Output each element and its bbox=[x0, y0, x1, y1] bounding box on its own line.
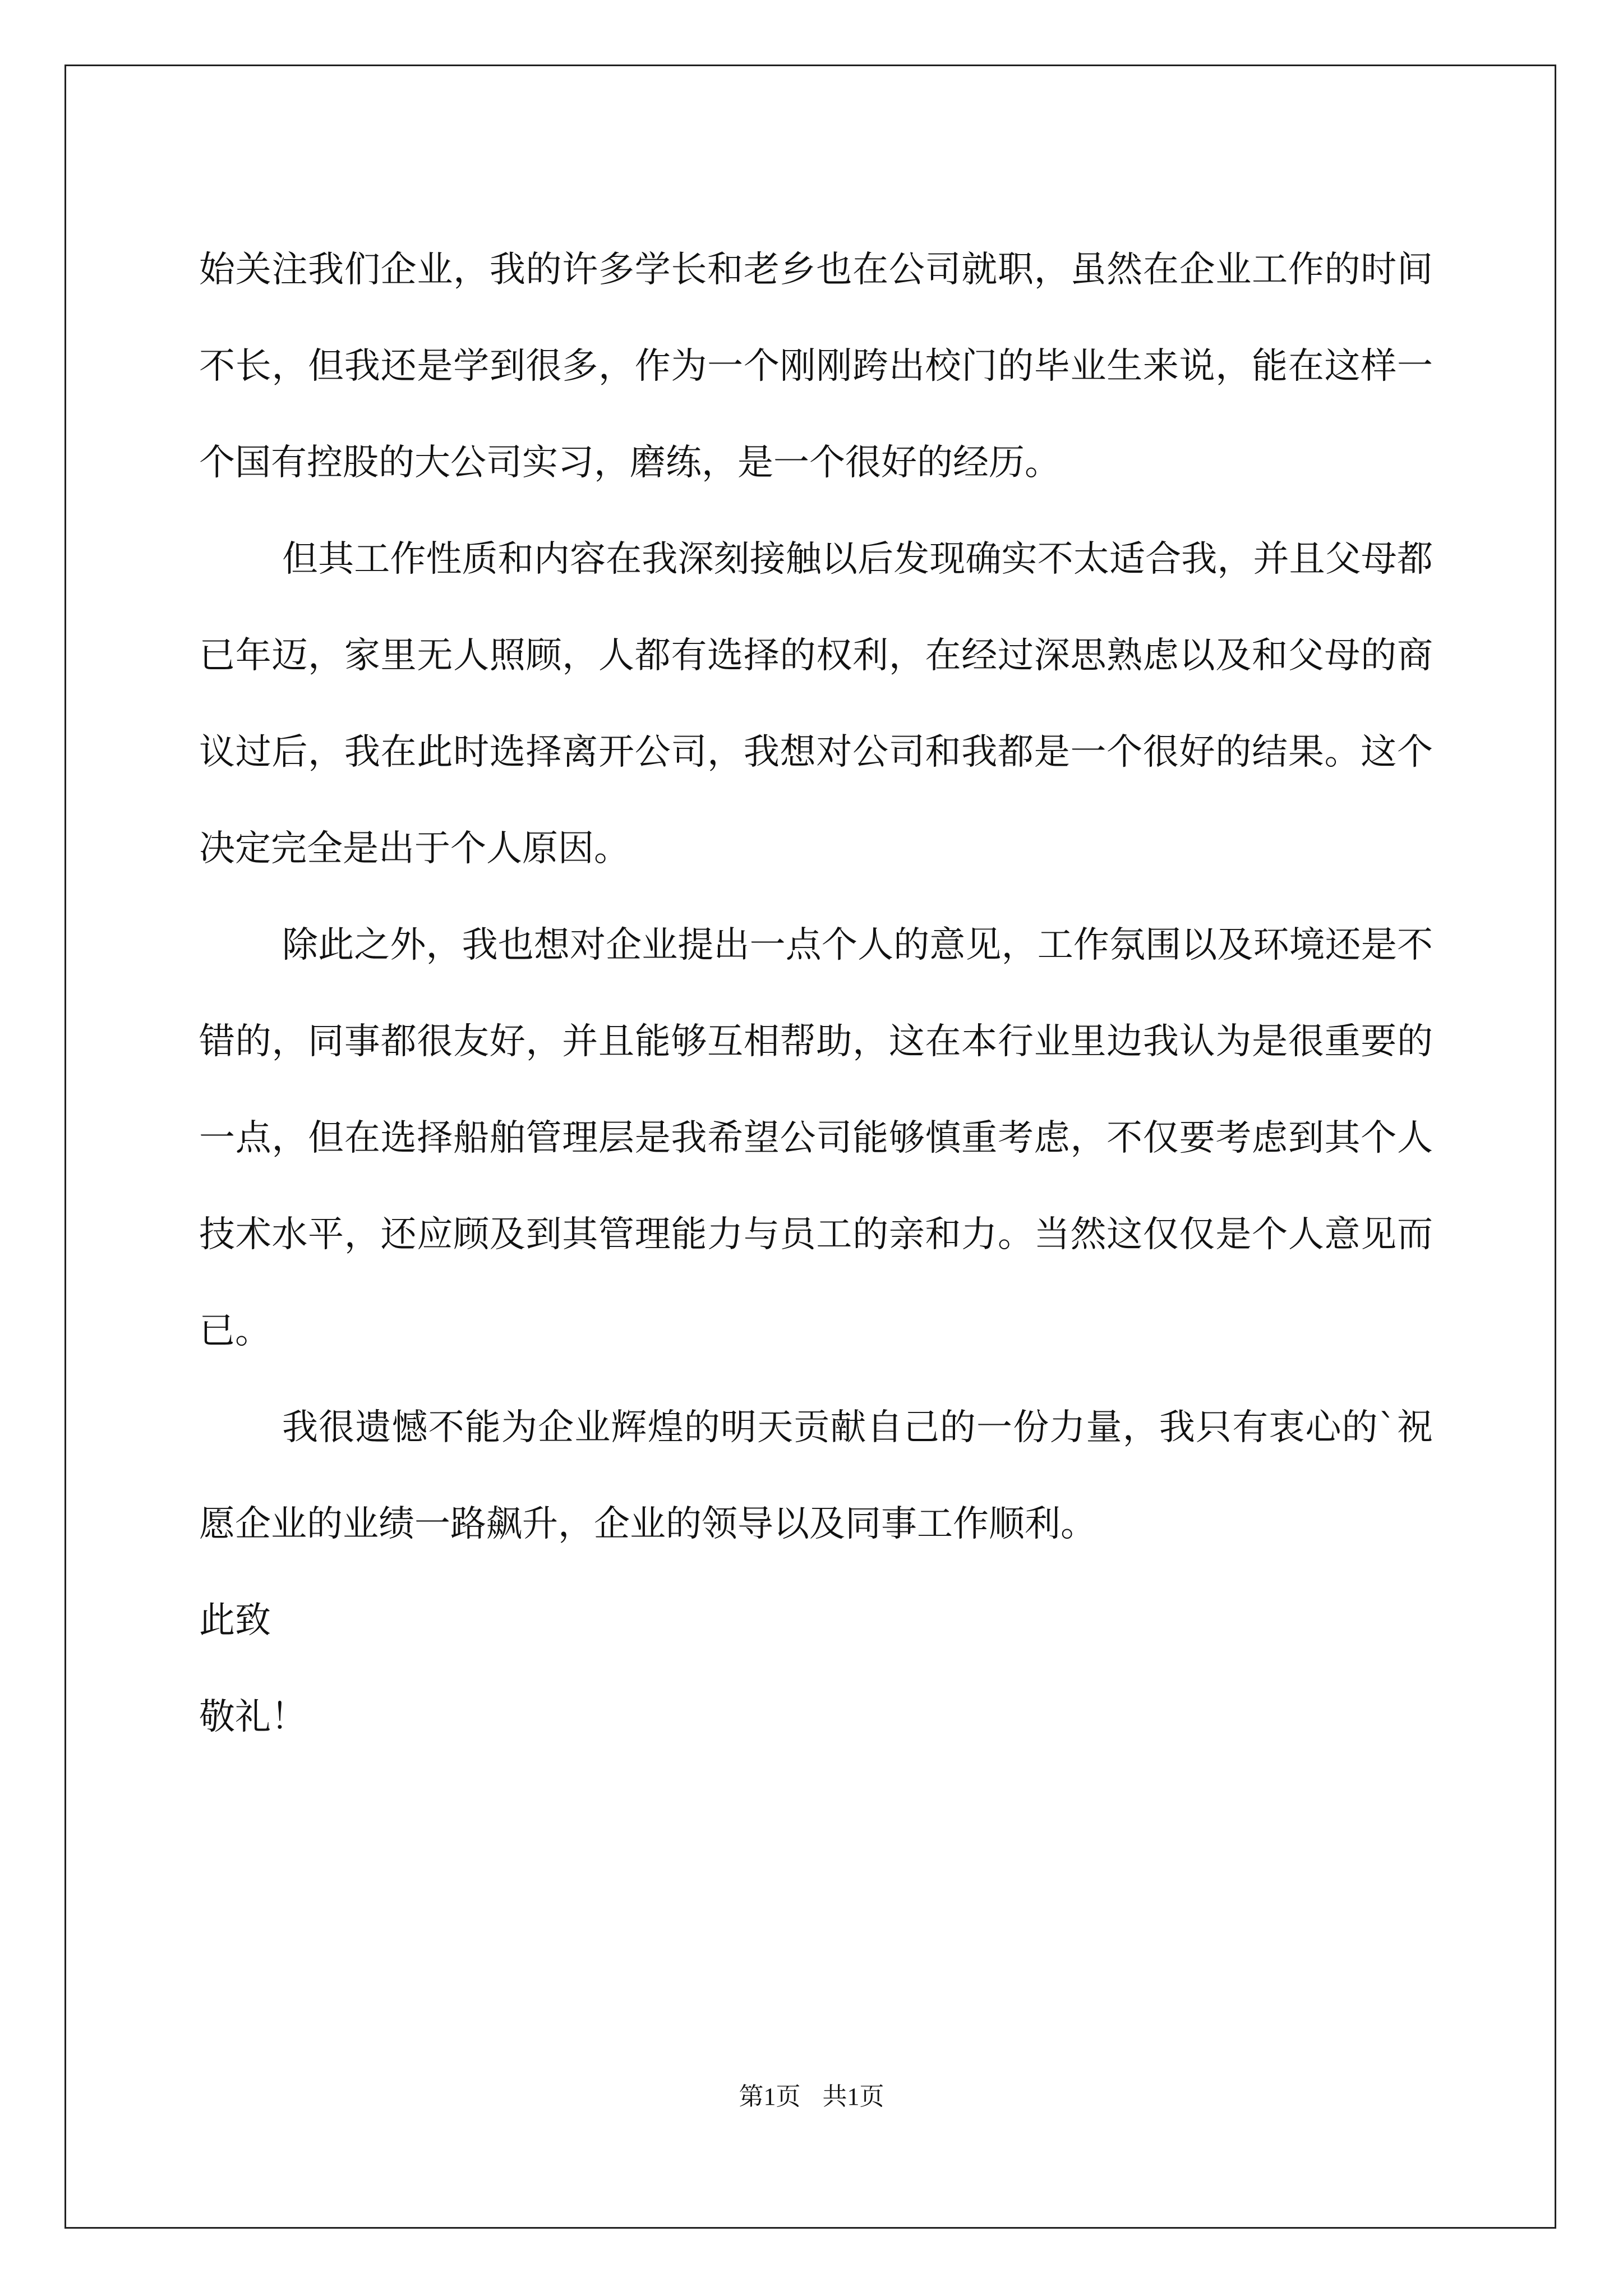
closing-regards: 敬礼！ bbox=[199, 1696, 307, 1738]
page-total: 共1页 bbox=[822, 2083, 884, 2110]
document-body bbox=[199, 222, 1433, 1765]
paragraph: 我很遗憾不能为企业辉煌的明天贡献自己的一份力量，我只有衷心的`祝愿企业的业绩一路飙升，企业的领导以及同事工作顺利。 bbox=[199, 1407, 1433, 1545]
closing-salutation: 此致 bbox=[199, 1600, 271, 1641]
page-number: 第1页 bbox=[739, 2083, 801, 2110]
paragraph: 除此之外，我也想对企业提出一点个人的意见，工作氛围以及环境还是不错的，同事都很友好，并且能够互相帮助，这在本行业里边我认为是很重要的一点，但在选择船舶管理层是我希望公司能够慎重考虑，不仅要考虑到其个人技术水平，还应顾及到其管理能力与员工的亲和力。当然这仅仅是个人意见而已。 bbox=[199, 924, 1433, 1352]
paragraph: 始关注我们企业，我的许多学长和老乡也在公司就职，虽然在企业工作的时间不长，但我还是学到很多，作为一个刚刚跨出校门的毕业生来说，能在这样一个国有控股的大公司实习，磨练，是一个很好的经历。 bbox=[199, 249, 1433, 484]
paragraph: 但其工作性质和内容在我深刻接触以后发现确实不太适合我，并且父母都已年迈，家里无人照顾，人都有选择的权利，在经过深思熟虑以及和父母的商议过后，我在此时选择离开公司，我想对公司和我都是一个很好的结果。这个决定完全是出于个人原因。 bbox=[199, 539, 1433, 869]
page-footer bbox=[0, 2080, 1623, 2114]
